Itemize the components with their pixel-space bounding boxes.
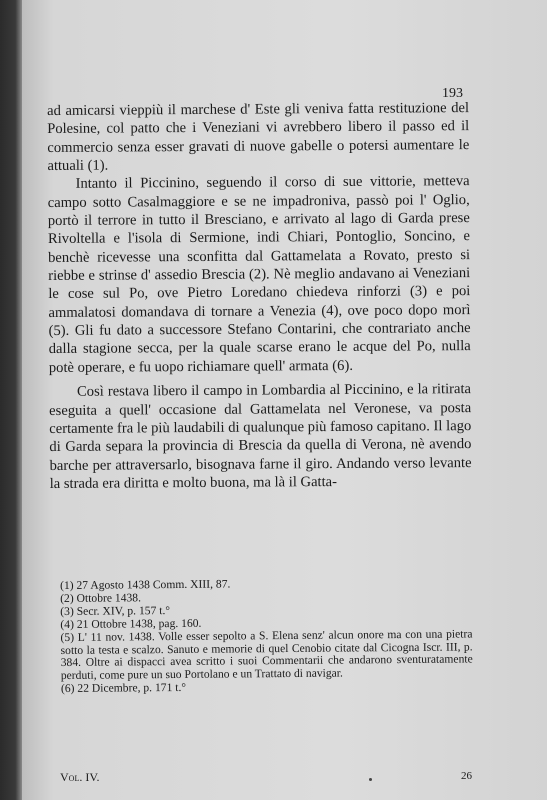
paragraph-3: Così restava libero il campo in Lombardia al Piccinino, e la ritirata eseguita a quell' occasione dal Gattamelata nel Veronese, va posta certamente fra le più laudabili di qualunque più famoso capitano. Il lago di Garda separa la provincia di Brescia da quella di Verona, nè avendo barche per attraversarlo, bisognava farne il giro. Andando verso levante la strada era diritta e molto buona, ma là il Gatta- <box>49 381 472 492</box>
footnote-1: (1) 27 Agosto 1438 Comm. XIII, 87. <box>59 577 231 592</box>
footnote-4: (4) 21 Ottobre 1438, pag. 160. <box>60 616 202 631</box>
book-spine-shadow <box>0 0 22 800</box>
footnotes <box>60 576 473 696</box>
footnote-2: (2) Ottobre 1438. <box>60 591 142 605</box>
footnote-3: (3) Secr. XIV, p. 157 t.° <box>60 603 171 618</box>
paragraph-1: ad amicarsi vieppiù il marchese d' Este gli veniva fatta restituzione del Polesine, col patto che i Veneziani vi avrebbero libero il passo ed il commercio senza esser gravati di nuove gabelle o potersi aumentare le attuali (1). <box>47 100 470 175</box>
book-page <box>22 0 547 800</box>
footnote-6: (6) 22 Dicembre, p. 171 t.° <box>60 681 187 696</box>
page-number: 193 <box>442 86 463 101</box>
body-text <box>47 99 472 493</box>
volume-label: Vol. IV. <box>60 770 100 784</box>
paper-speck <box>369 778 372 781</box>
paragraph-2: Intanto il Piccinino, seguendo il corso di sue vittorie, metteva campo sotto Casalmaggiore e se ne impadroniva, passò poi l' Oglio, portò il terrore in tutto il Bresciano, e arrivato al lago di Garda prese Rivoltella e l'isola di Sermione, indi Chiari, Pontoglio, Soncino, e benchè ricevesse una sconfitta dal Gattamelata a Rovato, presto si riebbe e strinse d' assedio Brescia (2). Nè meglio andavano ai Veneziani le cose sul Po, ove Pietro Loredano chiedeva rinforzi (3) e poi ammalatosi domandava di tornare a Venezia (4), ove poco dopo morì (5). Gli fu dato a successore Stefano Contarini, che contrariato anche dalla stagione secca, per la quale scarse erano le acque del Po, nulla potè operare, e fu uopo richiamare quell' armata (6). <box>47 173 471 376</box>
footnote-5: (5) L' 11 nov. 1438. Volle esser sepolto a S. Elena senz' alcun onore ma con una pietra sotto la testa e scalzo. Sanuto e memorie di quel Cenobio citate dal Cicogna Iscr. III, p. 384. Oltre ai dispacci avea scritto i suoi Commentarii che andarono sventuratamente perduti, come pure un suo Portolano e un Trattato di navigar. <box>60 627 473 683</box>
signature-mark: 26 <box>461 770 472 782</box>
